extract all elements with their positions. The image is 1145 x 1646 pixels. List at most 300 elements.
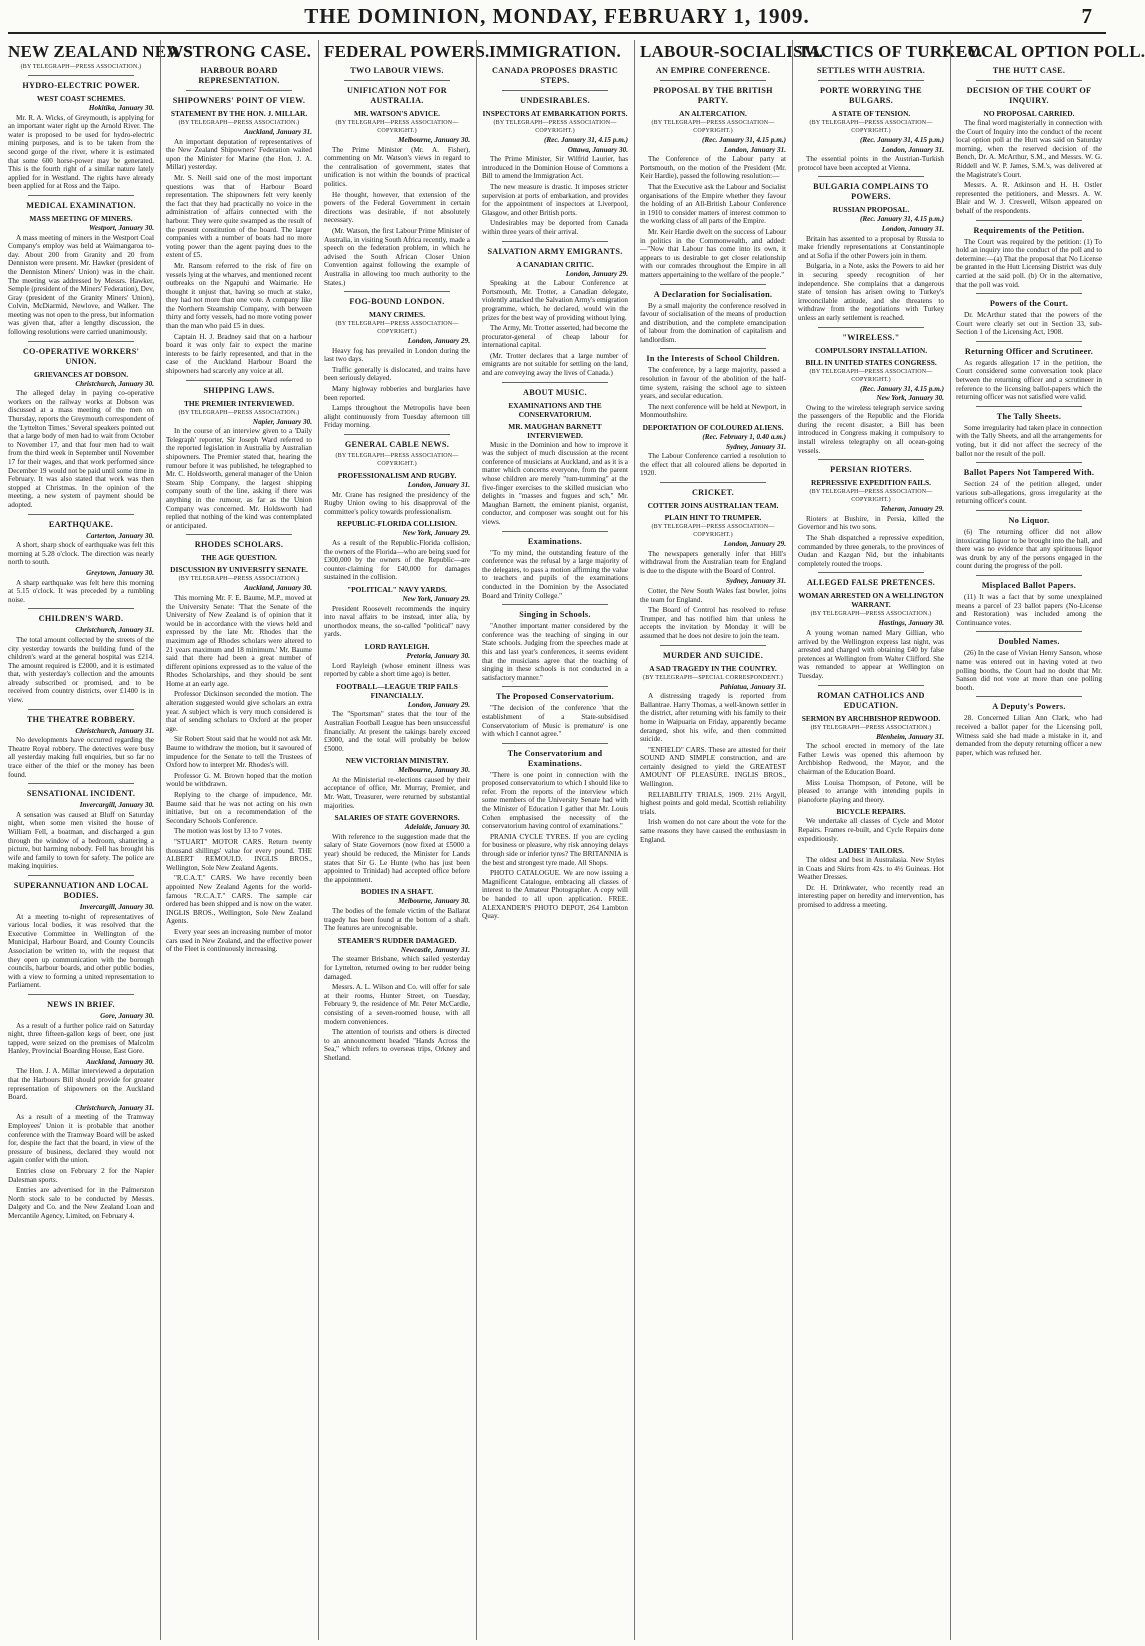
section-rule <box>976 631 1082 632</box>
advertisement: RELIABILITY TRIALS, 1909. 21½ Argyll, highest points and gold medal, Scottish reliability trials. <box>640 790 786 816</box>
paragraph: Owing to the wireless telegraph service saving the passengers of the Republic and the Florida during the recent disaster, a Bill has been introduced in Congress making it compulsory to install wireless telegraphy on all ocean-going vessels. <box>798 403 944 455</box>
paragraph: Entries are advertised for in the Palmerston North stock sale to be conducted by Messrs. Dalgety and Co. and the New Zealand Loan and Mercantile Agency, Limited, on February 4. <box>8 1186 154 1220</box>
paragraph: He thought, however, that extension of the powers of the Federal Government in certain directions was desirable, if not absolutely necessary. <box>324 190 470 225</box>
section-rule <box>976 293 1082 294</box>
dateline: Napier, January 30. <box>252 417 312 426</box>
dateline: Invercargill, January 30. <box>79 902 154 911</box>
subheading: SERMON BY ARCHBISHOP REDWOOD. <box>801 713 941 723</box>
section-rule <box>186 534 292 535</box>
paragraph: At the Ministerial re-elections caused by their acceptance of office, Mr. Murray, Premier, and Mr. Watt, Treasurer, were returned by substantial majorities. <box>324 775 470 810</box>
section-heading: A Deputy's Powers. <box>992 702 1066 712</box>
paragraph: Traffic generally is dislocated, and trains have been seriously delayed. <box>324 365 470 383</box>
paragraph: The alleged delay in paying co-operative workers on the railway works at Dobson was discussed at a mass meeting of the men on Thursday, reports the Greymouth correspondent of the 'Lyttelton Times.' Several speakers pointed out that a large body of men had to wait from October to November 17, and that four men had to wait from the third week in September until November 17 for their wages, and that work performed since December 19 would not be paid until some time in February. It was also stated that work was then stopped at Christmas. In the opinion of the meeting, a new system of payment should be adopted. <box>8 389 154 509</box>
section-rule <box>28 75 134 76</box>
dateline: New York, January 30. <box>876 394 944 403</box>
dateline: Christchurch, January 30. <box>75 379 154 388</box>
column-divider <box>950 40 951 1640</box>
byline: (BY TELEGRAPH—SPECIAL CORRESPONDENT.) <box>643 674 783 681</box>
paragraph: The essential points in the Austrian-Turkish protocol have been accepted at Vienna. <box>798 155 944 172</box>
byline: (BY TELEGRAPH—PRESS ASSOCIATION—COPYRIGHT.) <box>335 321 459 336</box>
dateline: Melbourne, January 30. <box>398 136 470 144</box>
section-heading: ROMAN CATHOLICS AND EDUCATION. <box>817 690 925 710</box>
subheading: MR. MAUGHAN BARNETT INTERVIEWED. <box>508 421 602 440</box>
section-heading: PORTE WORRYING THE BULGARS. <box>820 86 922 105</box>
subheading: SALARIES OF STATE GOVERNORS. <box>334 813 460 823</box>
section-heading: BULGARIA COMPLAINS TO POWERS. <box>813 182 929 202</box>
paragraph: Replying to the charge of impudence, Mr. Baume said that he was not acting on his own initiative, but on a recommendation of the Secondary Schools Conference. <box>166 791 312 825</box>
dateline: Auckland, January 31. <box>244 128 312 136</box>
subheading: GRIEVANCES AT DOBSON. <box>33 369 129 379</box>
paragraph: Mr. S. Neill said one of the most important questions was that of Harbour Board representation. The shipowners felt very keenly the fact that they had practically no voice in the administration of affairs connected with the harbour. They were quite swamped as the result of the present constitution of the board. The larger companies with a number of boats had no more voting power than the agent paying dues to the extent of £5. <box>166 173 312 260</box>
section-rule <box>976 341 1082 342</box>
paragraph: Lamps throughout the Metropolis have been alight continuously from Tuesday afternoon till Friday morning. <box>324 404 470 430</box>
subheading: MR. WATSON'S ADVICE. <box>354 109 440 118</box>
section-rule <box>502 531 608 532</box>
section-heading: HARBOUR BOARD REPRESENTATION. <box>198 66 280 85</box>
dateline: Pahiatua, January 31. <box>719 682 786 691</box>
byline: (BY TELEGRAPH—PRESS ASSOCIATION—COPYRIGHT.) <box>651 524 775 538</box>
column-headline: TACTICS OF TURKEY. <box>798 42 983 61</box>
subheading: "POLITICAL" NAVY YARDS. <box>347 584 447 594</box>
subheading: BILL IN UNITED STATES CONGRESS. <box>805 357 937 367</box>
paragraph: That the Executive ask the Labour and Socialist organisations of the Empire whether they favour the holding of an All-British Labour Conference in 1910 to consider matters of interest common to the working class of all parts of the Empire. <box>640 182 786 226</box>
subheading: RUSSIAN PROPOSAL. <box>832 205 910 215</box>
section-heading: PROPOSAL BY THE BRITISH PARTY. <box>653 86 773 105</box>
paragraph: The Conference of the Labour party at Portsmouth, on the motion of the President (Mr. Keir Hardie), passed the following resolution:— <box>640 155 786 181</box>
section-heading: Returning Officer and Scrutineer. <box>964 346 1094 356</box>
dateline: Melbourne, January 30. <box>398 766 470 775</box>
section-heading: SENSATIONAL INCIDENT. <box>26 789 136 799</box>
paragraph: The newspapers generally infer that Hill's withdrawal from the Australian team for England is due to the dispute with the Board of Control. <box>640 549 786 575</box>
paragraph: President Roosevelt recommends the inquiry into naval affairs to be instead, inter alia, by unorthodox means, the so-called "political" navy yards. <box>324 604 470 639</box>
paragraph: The Hon. J. A. Millar interviewed a deputation that the Harbours Bill should provide for greater representation of shipowners on the Auckland Board. <box>8 1067 154 1102</box>
section-heading: TWO LABOUR VIEWS. <box>350 66 444 75</box>
section-heading: The Conservatorium and Examinations. <box>507 748 603 768</box>
section-rule <box>976 575 1082 576</box>
paragraph: The Labour Conference carried a resolution to the effect that all coloured aliens be deported in 1920. <box>640 452 786 478</box>
byline: (BY TELEGRAPH—PRESS ASSOCIATION.) <box>178 576 300 583</box>
subheading: WOMAN ARRESTED ON A WELLINGTON WARRANT. <box>798 591 944 610</box>
paragraph: A sensation was caused at Bluff on Saturday night, when some men visited the house of William Fell, a boatman, and discharged a gun through the window of a bedroom, shattering a picture, but harming nobody. Fell has brought his wife and family to town for safety. The police are making inquiries. <box>8 810 154 871</box>
byline: (BY TELEGRAPH—PRESS ASSOCIATION—COPYRIGHT.) <box>335 453 459 468</box>
column-headline: NEW ZEALAND NEWS <box>8 42 194 61</box>
paragraph: The final word magisterially in connection with the Court of Inquiry into the conduct of the recent local option poll at the Hutt was said on Saturday morning, when the reserved decision of the Bench, Dr. A. McArthur, S.M., and Messrs. W. G. Riddell and W. P. James, S.M.'s, was delivered at the Magistrate's Court. <box>956 119 1102 179</box>
paragraph: (Mr. Watson, the first Labour Prime Minister of Australia, in visiting South Africa recently, made a speech on the federation problem, in which he advised the South African Closer Union Convention against following the example of Australia in allowing too much authority to the States.) <box>324 226 470 287</box>
subheading: PLAIN HINT TO TRUMPER. <box>664 513 762 522</box>
dateline: Gore, January 30. <box>100 1011 154 1020</box>
paragraph: Undesirables may be deported from Canada within three years of their arrival. <box>482 219 628 236</box>
dateline: (Rec. January 31, 4.15 p.m.) <box>859 215 944 224</box>
subheading: BODIES IN A SHAFT. <box>360 887 434 897</box>
paragraph: The Army, Mr. Trotter asserted, had become the procurator-general of cheap labour for international capital. <box>482 324 628 350</box>
dateline: Sydney, January 31. <box>725 442 786 451</box>
subheading: WEST COAST SCHEMES. <box>36 94 126 103</box>
advertisement: "ENFIELD" CARS. These are attested for their SOUND AND SIMPLE construction, and are certainly designed to yield the GREATEST AMOUNT OF PLEASURE. INGLIS BROS., Wellington. <box>640 745 786 789</box>
section-rule <box>660 80 766 81</box>
dateline: New York, January 29. <box>402 594 470 603</box>
section-heading: The Proposed Conservatorium. <box>495 692 615 702</box>
paragraph: A short, sharp shock of earthquake was felt this morning at 5.28 o'clock. The direction was nearly north to south. <box>8 541 154 567</box>
paragraph: Britain has assented to a proposal by Russia to make friendly representations at Constantinople and at Sofia if the other Powers join in them. <box>798 234 944 260</box>
subheading: PROFESSIONALISM AND RUGBY. <box>337 471 457 481</box>
subheading: MANY CRIMES. <box>369 310 425 320</box>
section-heading: The Tally Sheets. <box>996 411 1062 421</box>
byline: (BY TELEGRAPH—PRESS ASSOCIATION.) <box>810 611 932 618</box>
section-rule <box>186 90 292 91</box>
dateline: London, January 31. <box>881 145 944 154</box>
paragraph: "Another important matter considered by the conference was the teaching of singing in our State schools. Judging from the speeches made at this and last year's conferences, it seems evident that the musicians agree that the teaching of singing in these schools is not conducted in a satisfactory manner." <box>482 622 628 682</box>
paragraph: The next conference will be held at Newport, in Monmouthshire. <box>640 402 786 420</box>
section-heading: FOG-BOUND LONDON. <box>349 297 445 307</box>
paragraph: Speaking at the Labour Conference at Portsmouth, Mr. Trotter, a Canadian delegate, violently attacked the Salvation Army's emigration programme, which, he declared, would win the prizes for the best way of providing without lying. <box>482 279 629 322</box>
paragraph: (26) In the case of Vivian Henry Sanson, whose name was entered out in having voted at two polling booths, the Court had no doubt that Mr. Sanson did not vote at more than one polling booth. <box>956 649 1102 692</box>
paragraph: By a small majority the conference resolved in favour of socialisation of the means of production and distribution, and the complete emancipation of labour from the domination of capitalism and landlordism. <box>640 301 786 344</box>
dateline: Invercargill, January 30. <box>79 801 154 810</box>
page-number: 7 <box>1081 4 1092 28</box>
paragraph: Heavy fog has prevailed in London during the last two days. <box>324 346 470 364</box>
dateline: (Rec. February 1, 0.40 a.m.) <box>702 433 786 442</box>
section-heading: THE THEATRE ROBBERY. <box>26 714 136 724</box>
dateline: Hokitika, January 30. <box>88 104 154 112</box>
paragraph: Miss Louisa Thompson, of Petone, will be pleased to arrange with intending pupils in pianoforte playing and theory. <box>798 778 944 804</box>
subheading: AN ALTERCATION. <box>679 109 747 118</box>
byline: (BY TELEGRAPH—PRESS ASSOCIATION—COPYRIGHT.) <box>809 489 933 504</box>
dateline: Teheran, January 29. <box>880 505 944 514</box>
section-heading: SALVATION ARMY EMIGRANTS. <box>487 246 623 256</box>
paragraph: The Prime Minister, Sir Wilfrid Laurier, has introduced in the Dominion House of Commons a Bill to amend the Immigration Act. <box>482 155 628 181</box>
byline: (BY TELEGRAPH—PRESS ASSOCIATION—COPYRIGHT.) <box>809 120 933 134</box>
paragraph: Bulgaria, in a Note, asks the Powers to aid her in securing speedy recognition of her independence. She complains that a dangerous state of tension has arisen owing to Turkey's irreconcilable attitude, and she threatens to withdraw from the negotiations with Turkey unless an early settlement is reached. <box>798 262 944 322</box>
column-headline: IMMIGRATION. <box>489 42 621 61</box>
subheading: A CANADIAN CRITIC. <box>516 259 594 269</box>
paragraph: The conference, by a large majority, passed a resolution in favour of the abolition of the half-time system, raising the school age to sixteen years, and secular education. <box>640 366 786 401</box>
byline: (BY TELEGRAPH—PRESS ASSOCIATION.) <box>810 724 932 731</box>
section-rule <box>28 195 134 196</box>
subheading: FOOTBALL—LEAGUE TRIP FAILS FINANCIALLY. <box>336 681 458 700</box>
paragraph: A young woman named Mary Gillian, who arrived by the Wellington express last night, was arrested and charged with obtaining £40 by false pretences at Wellington from Walter Clifford. She was remanded to appear at Wellington on Tuesday. <box>798 629 944 680</box>
paragraph: 28. Concerned Lilian Ann Clark, who had received a ballot paper for the Licensing poll, Witness said she had made a mistake in it, and demanded from the deputy returning officer a new paper, which was refused her. <box>956 714 1102 757</box>
dateline: London, January 29. <box>565 269 628 278</box>
paragraph: The school erected in memory of the late Father Lewis was opened this afternoon by Archbishop Redwood, the Mayor, and the chairman of the Education Board. <box>798 742 944 776</box>
paragraph: Messrs. A. L. Wilson and Co. will offer for sale at their rooms, Hunter Street, on Tuesday, February 9, the residence of Mr. Peter McCardle, consisting of a seven-roomed house, with all modern conveniences. <box>324 983 470 1026</box>
paragraph: The steamer Brisbane, which sailed yesterday for Lyttelton, returned owing to her rudder being damaged. <box>324 955 470 981</box>
section-rule <box>28 994 134 995</box>
paragraph: (6) The returning officer did not allow intoxicating liquor to be brought into the hall, and there was no evidence that any spirituous liquor was drunk by any of the persons engaged in the count during the progress of the poll. <box>956 528 1102 571</box>
section-rule <box>818 685 924 686</box>
paragraph: Mr. Keir Hardie dwelt on the success of Labour in politics in the Commonwealth, and added:—"Now that Labour has come into its own, it appears to us desirable to get closer relationship with our comrades throughout the Empire in all matters appertaining to the welfare of the people." <box>640 227 786 279</box>
paragraph: We undertake all classes of Cycle and Motor Repairs. Frames re-built, and Cycle Repairs done expeditiously. <box>798 817 944 843</box>
paragraph: A distressing tragedy is reported from Ballantrae. Harry Thomas, a well-known settler in the district, after returning with his family to their home in Waipuaria on Friday, apparently became deranged, shot his wife, and then committed suicide. <box>640 692 786 744</box>
subheading: STEAMER'S RUDDER DAMAGED. <box>337 935 457 945</box>
section-rule <box>976 510 1082 511</box>
paragraph: Lord Rayleigh (whose eminent illness was reported by cable a short time ago) is better. <box>324 661 470 679</box>
section-rule <box>818 80 924 81</box>
paragraph: The Shah dispatched a repressive expedition, commanded by three generals, to the provinces of Oudan and Kazgan Nid, but the inhabitants completely routed the troops. <box>798 534 944 568</box>
paragraph: Rioters at Bushire, in Persia, killed the Governor and his two sons. <box>798 514 944 532</box>
article-column <box>324 40 490 1640</box>
section-heading: CANADA PROPOSES DRASTIC STEPS. <box>491 66 619 85</box>
newspaper-columns <box>8 40 1145 1640</box>
section-heading: MURDER AND SUICIDE. <box>662 650 764 660</box>
dateline: (Rec. January 31, 4.15 p.m.) <box>859 136 944 144</box>
paragraph: Dr. McArthur stated that the powers of the Court were clearly set out in Section 33, sub-Section 1 of the Licensing Act, 1908. <box>956 311 1102 337</box>
paragraph: The total amount collected by the streets of the city yesterday towards the building fund of the children's ward at the general hospital was £214. The amount required is £2000, and it is estimated that, with yesterday's collection and the amounts already subscribed or promised, and to be received from country districts, over £1400 is in view. <box>8 635 154 705</box>
section-heading: MEDICAL EXAMINATION. <box>26 200 136 210</box>
column-divider <box>792 40 793 1640</box>
section-heading: Doubled Names. <box>998 637 1060 647</box>
section-rule <box>660 645 766 646</box>
dateline: London, January 31. <box>407 481 470 490</box>
advertisement: "R.C.A.T." CARS. We have recently been appointed New Zealand Agents for the world-famous "R.C.A.T." CARS. The sample car ordered has been shipped and is now on the water. INGLIS BROS., Wellington, Sole New Zealand Agents. <box>166 874 312 926</box>
paragraph: "The decision of the conference 'that the establishment of a State-subsidised Conservatorium of Music is premature' is one with which I cannot agree." <box>482 704 628 739</box>
advertisement: PRANIA CYCLE TYRES. If you are cycling for business or pleasure, why risk annoying delays through side or inferior tyres? The BRITANNIA is the best and strongest tyre made. All Shops. <box>482 832 628 867</box>
section-rule <box>502 604 608 605</box>
section-rule <box>502 686 608 687</box>
byline: (BY TELEGRAPH—PRESS ASSOCIATION—COPYRIGHT.) <box>651 120 775 134</box>
dateline: Christchurch, January 31. <box>75 726 154 735</box>
section-heading: A Declaration for Socialisation. <box>653 289 773 299</box>
section-heading: ABOUT MUSIC. <box>523 387 587 397</box>
section-rule <box>818 459 924 460</box>
paragraph: Mr. Ransom referred to the risk of fire on vessels lying at the wharves, and mentioned recent outbreaks on the Ngapuhi and Waimarie. He thought it unjust that, having so much at stake, they had not more than one vote. A company like the Northern Steamship Company, with between thirty and forty vessels, had no more voting power than the man who paid £5 in dues. <box>166 261 312 331</box>
dateline: Auckland, January 30. <box>86 1057 154 1066</box>
subheading: EXAMINATIONS AND THE CONSERVATORIUM. <box>508 400 602 419</box>
paragraph: Many highway robberies and burglaries have been reported. <box>324 385 470 402</box>
section-heading: CO-OPERATIVE WORKERS' UNION. <box>22 346 140 366</box>
section-rule <box>344 80 450 81</box>
paragraph: Dr. H. Drinkwater, who recently read an interesting paper on heredity and intervention, has promised to address a meeting. <box>798 883 944 910</box>
section-rule <box>660 348 766 349</box>
section-heading: Examinations. <box>527 536 583 546</box>
paragraph: As a result of a further police raid on Saturday night, three fifteen-gallon kegs of beer, one just tapped, were seized on the premises of Malcolm Hanley, Provincial Boarding House, East Gore. <box>8 1021 154 1056</box>
dateline: London, January 31. <box>723 145 786 154</box>
dateline: Westport, January 30. <box>89 223 154 232</box>
section-heading: ALLEGED FALSE PRETENCES. <box>806 578 936 588</box>
paragraph: Some irregularity had taken place in connection with the Tally Sheets, and all the arrangements for voting, but it did not affect the secrecy of the ballot nor the result of the poll. <box>956 423 1102 458</box>
section-heading: SHIPOWNERS' POINT OF VIEW. <box>172 96 306 105</box>
dateline: Greytown, January 30. <box>86 568 154 577</box>
paragraph: Irish women do not care about the vote for the same reasons they have caused the enthusiasm in England. <box>640 818 786 844</box>
dateline: Carterton, January 30. <box>86 531 154 540</box>
column-headline: A STRONG CASE. <box>166 42 312 61</box>
column-divider <box>634 40 635 1640</box>
section-rule <box>344 434 450 435</box>
subheading: DISCUSSION BY UNIVERSITY SENATE. <box>170 565 308 575</box>
dateline: Blenheim, January 31. <box>876 732 944 741</box>
section-heading: DECISION OF THE COURT OF INQUIRY. <box>966 86 1092 105</box>
section-heading: PERSIAN RIOTERS. <box>830 465 912 475</box>
subheading: INSPECTORS AT EMBARKATION PORTS. <box>482 109 628 118</box>
section-rule <box>28 514 134 515</box>
section-heading: "WIRELESS." <box>842 332 900 342</box>
section-rule <box>976 406 1082 407</box>
section-heading: Misplaced Ballot Papers. <box>981 580 1077 590</box>
byline: (BY TELEGRAPH—PRESS ASSOCIATION.) <box>178 120 300 126</box>
paragraph: Sir Robert Stout said that he would not ask Mr. Baume to withdraw the motion, but it savoured of impudence for the Senate to tell the Trustees of Oxford how to interpret Mr. Rhodes's will. <box>166 735 312 770</box>
section-rule <box>28 608 134 609</box>
section-rule <box>502 241 608 242</box>
section-heading: UNIFICATION NOT FOR AUSTRALIA. <box>346 86 447 105</box>
subheading: REPRESSIVE EXPEDITION FAILS. <box>811 478 931 488</box>
column-divider <box>476 40 477 1640</box>
section-heading: Powers of the Court. <box>989 299 1069 309</box>
section-heading: No Liquor. <box>1008 516 1050 525</box>
section-heading: Requirements of the Petition. <box>973 225 1085 235</box>
paragraph: The bodies of the female victim of the Ballarat tragedy has been found at the bottom of a shaft. The features are unrecognisable. <box>324 907 470 933</box>
section-rule <box>818 327 924 328</box>
masthead-rule <box>8 32 1106 34</box>
dateline: New York, January 29. <box>402 529 470 538</box>
section-rule <box>186 380 292 381</box>
section-rule <box>344 291 450 292</box>
section-rule <box>502 743 608 744</box>
column-headline: FEDERAL POWERS. <box>324 42 490 61</box>
section-heading: SUPERANNUATION AND LOCAL BODIES. <box>13 880 149 900</box>
subheading: THE AGE QUESTION. <box>201 553 277 563</box>
section-rule <box>502 382 608 383</box>
section-rule <box>976 462 1082 463</box>
paragraph: Cotter, the New South Wales fast bowler, joins the team for England. <box>640 586 786 604</box>
byline: (BY TELEGRAPH—PRESS ASSOCIATION—COPYRIGHT.) <box>335 120 459 134</box>
paragraph: The motion was lost by 13 to 7 votes. <box>174 827 283 836</box>
section-heading: SHIPPING LAWS. <box>203 385 275 395</box>
paragraph: Section 24 of the petition alleged, under various sub-allegations, gross irregularity at the returning officer's count. <box>956 480 1102 506</box>
section-rule <box>502 90 608 91</box>
paragraph: The Court was required by the petition: (1) To hold an inquiry into the conduct of the poll and to determine:—(a) That the proposal that No License be granted in the Hutt Licensing District was duly carried at the said poll. (b) Or in the alternative, that the poll was void. <box>956 237 1102 289</box>
subheading: BICYCLE REPAIRS. <box>836 807 906 817</box>
subheading: LORD RAYLEIGH. <box>364 641 430 651</box>
paragraph: The oldest and best in Australasia. New Styles in Coats and Skirts from 42s. to 4½ Guineas. Hot Weather Dresses. <box>798 856 944 882</box>
section-rule <box>28 709 134 710</box>
section-rule <box>818 572 924 573</box>
paragraph: This morning Mr. F. E. Baume, M.P., moved at the University Senate: 'That the Senate of the University of New Zealand is of opinion that it would be in accordance with the views held and expressed by the late Mr. Rhodes that the maximum age of Rhodes scholars were altered to 21 years maximum and 18 minimum.' Mr. Baume said that there had been a great number of different opinions expressed as to the value of the Rhodes Scholarships, and they should be sent Home at an early age. <box>166 593 312 688</box>
section-rule <box>976 80 1082 81</box>
paragraph: The "Sportsman" states that the tour of the Australian Football League has been unsuccessful financially. At present the takings barely exceed £3000, and the total will probably be below £5000. <box>324 710 470 753</box>
dateline: London, January 29. <box>407 700 470 709</box>
dateline: London, January 31. <box>881 224 944 233</box>
dateline: (Rec. January 31, 4.15 p.m.) <box>543 136 628 144</box>
section-heading: RHODES SCHOLARS. <box>194 540 284 550</box>
section-heading: EARTHQUAKE. <box>48 519 114 529</box>
column-headline: LOCAL OPTION POLL. <box>956 42 1145 61</box>
paragraph: (11) It was a fact that by some unexplained means a parcel of 23 ballot papers (No-License and Restoration) was included among the Continuance votes. <box>956 592 1102 627</box>
section-heading: AN EMPIRE CONFERENCE. <box>655 66 771 75</box>
section-heading: In the Interests of School Children. <box>646 354 780 364</box>
subheading: NEW VICTORIAN MINISTRY. <box>345 756 449 766</box>
dateline: Pretoria, January 30. <box>406 651 470 660</box>
dateline: London, January 29. <box>723 540 786 548</box>
advertisement: "STUART" MOTOR CARS. Return twenty thousand shillings' value for every pound. THE ALBERT REMOULD. INGLIS BROS., Wellington, Sole New Zealand Agents. <box>166 837 312 872</box>
paragraph: As regards allegation 17 in the petition, the Court considered some conversation took place between the returning officer and a scrutineer in reference to the licensing ballot-papers which the returning officer was not satisfied were valid. <box>956 358 1102 402</box>
subheading: LADIES' TAILORS. <box>838 846 904 856</box>
paragraph: The Board of Control has resolved to refuse Trumper, and has notified him that unless he accepts the invitation by Monday it will be assumed that he does not desire to join the team. <box>640 606 786 640</box>
subheading: REPUBLIC-FLORIDA COLLISION. <box>337 519 457 529</box>
section-rule <box>28 875 134 876</box>
article-column <box>956 40 1145 1640</box>
dateline: (Rec. January 31, 4.15 p.m.) <box>701 136 786 144</box>
article-column <box>640 40 824 1640</box>
paragraph: Mr. R. A. Wicks, of Greymouth, is applying for an important water right up the Arnold River. The water is proposed to be used for hydro-electric mining purposes, and is to be taken from the second gorge of the river, where it is estimated that some 600 horse-power may be generated. This is the fourth right of a similar nature lately applied for in Westland. The rights have already been applied for at Ross and the Taipo. <box>8 113 154 191</box>
section-rule <box>28 341 134 342</box>
subheading: A SAD TRAGEDY IN THE COUNTRY. <box>649 663 777 673</box>
byline: (BY TELEGRAPH—PRESS ASSOCIATION.) <box>20 64 142 70</box>
paragraph: "To my mind, the outstanding feature of the conference was the refusal by a large majority of the delegates, to pass a motion affirming the value to teachers and pupils of the examinations conducted in the Dominion by the Associated Board and Trinity College." <box>482 548 628 600</box>
dateline: Christchurch, January 31. <box>75 1103 154 1112</box>
subheading: COTTER JOINS AUSTRALIAN TEAM. <box>647 501 779 510</box>
paragraph: With reference to the suggestion made that the salary of State Governors (now fixed at £5000 a year) should be reduced, the Minister for Lands states that Sir G. Le Hunte (who has just been appointed to Trinidad) had accepted office before the appointment. <box>324 832 470 884</box>
paragraph: Music in the Dominion and how to improve it was the subject of much discussion at the recent conference of musicians at Auckland, and as it is a matter which concerns everyone, from the parent whose children are merely "tum-tumming" at the five-finger exercises to the skilled musician who delights in "masses and fugues and sch," Mr. Maughan Barnett, the eminent pianist, organist, conductor, and composer was sought out for his views. <box>482 440 628 526</box>
byline: (BY TELEGRAPH—PRESS ASSOCIATION—COPYRIGHT.) <box>493 120 617 134</box>
section-heading: NEWS IN BRIEF. <box>47 999 115 1009</box>
subheading: STATEMENT BY THE HON. J. MILLAR. <box>170 109 308 118</box>
paragraph: As a result of the Republic-Florida collision, the owners of the Florida—who are being sued for £300,000 by the owners of the Republic—are counter-claiming for £40,000 for damages sustained in the collision. <box>324 539 470 582</box>
paragraph: Captain H. J. Bradney said that on a harbour board it was only fair to expect the marine interests to be fairly represented, and that in the case of the Auckland Harbour Board the shipowners had scarcely any voice at all. <box>166 332 312 376</box>
section-rule <box>976 696 1082 697</box>
newspaper-title-date: THE DOMINION, MONDAY, FEBRUARY 1, 1909. <box>304 4 810 28</box>
paragraph: The new measure is drastic. It imposes stricter supervision at ports of embarkation, and provides for the appointment of inspectors at Liverpool, Glasgow, and other British ports. <box>482 182 628 217</box>
subheading: A STATE OF TENSION. <box>831 109 911 118</box>
paragraph: Every year sees an increasing number of motor cars used in New Zealand, and the effective power of the Fleet is continuously increasing. <box>166 927 312 954</box>
section-heading: CRICKET. <box>691 488 735 497</box>
dateline: Hastings, January 30. <box>878 619 944 628</box>
paragraph: As a result of a meeting of the Tramway Employees' Union it is probable that another conference with the Tramway Board will be asked for, despite the fact that the board, in view of the pressure of business, declared they would not again confer with the union. <box>8 1113 154 1165</box>
section-heading: SETTLES WITH AUSTRIA. <box>816 66 926 75</box>
advertisement: PHOTO CATALOGUE. We are now issuing a Magnificent Catalogue, embracing all classes of interest to the Amateur Photographer. A copy will be handed to all upon application. FREE. ALEXANDER'S PHOTO DEPOT, 264 Lambton Quay. <box>482 869 628 921</box>
byline: (BY TELEGRAPH—PRESS ASSOCIATION—COPYRIGHT.) <box>809 368 933 383</box>
paragraph: Professor Dickinson seconded the motion. The alteration suggested would give scholars an extra year. A subject which is very much considered is that of sending scholars to Oxford at the proper age. <box>166 690 312 733</box>
paragraph: An important deputation of representatives of the New Zealand Shipowners' Federation waited upon the Minister for Marine (the Hon. J. A. Millar) yesterday. <box>166 137 312 172</box>
paragraph: The attention of tourists and others is directed to an announcement headed "Hands Across the Sea," which refers to overseas trips, Orkney and Shetland. <box>324 1028 470 1062</box>
article-column <box>8 40 194 1640</box>
subheading: MASS MEETING OF MINERS. <box>29 213 133 223</box>
article-column <box>166 40 312 1640</box>
dateline: Sydney, January 31. <box>725 577 786 586</box>
dateline: Adelaide, January 30. <box>404 823 470 832</box>
section-rule <box>818 176 924 177</box>
dateline: Newcastle, January 31. <box>400 945 470 954</box>
dateline: Christchurch, January 31. <box>75 626 154 635</box>
section-rule <box>976 220 1082 221</box>
column-divider <box>160 40 161 1640</box>
paragraph: At a meeting to-night of representatives of various local bodies, it was resolved that the Executive Committee in Wellington of the Municipal, Harbour Board, and County Councils Association be written to, with the request that they open up communication with the borough councils, harbour boards, and other public bodies, with a view to forming a united representation to Parliament. <box>8 912 154 990</box>
dateline: Auckland, January 30. <box>244 584 312 593</box>
column-divider <box>318 40 319 1640</box>
section-heading: HYDRO-ELECTRIC POWER. <box>22 81 140 90</box>
subheading: THE PREMIER INTERVIEWED. <box>183 398 294 408</box>
paragraph: Mr. Crane has resigned the presidency of the Rugby Union owing to his disapproval of the committee's policy towards professionalism. <box>324 490 470 516</box>
section-heading: UNDESIRABLES. <box>520 96 590 105</box>
paragraph: In the course of an interview given to a 'Daily Telegraph' reporter, Sir Joseph Ward referred to the reported legislation in Australia by Australian shipowners. The Premier stated that, hearing the rumour before it was published, he telegraphed to Mr. C. Holdsworth, general manager of the Union Steam Ship Company, the largest shipping company south of the line, asking if there was anything in the rumour, as far as the Union Company was concerned. Mr. Holdsworth had replied that nothing of the kind was contemplated or anticipated. <box>166 427 312 530</box>
paragraph: Professor G. M. Brown hoped that the motion would be withdrawn. <box>166 771 312 789</box>
paragraph: The Prime Minister (Mr. A. Fisher), commenting on Mr. Watson's views in regard to the centralisation of government, states that unification is not within the bounds of practical politics. <box>324 145 470 188</box>
paragraph: A sharp earthquake was felt here this morning at 5.15 o'clock. It was preceded by a rumbling noise. <box>8 578 154 604</box>
paragraph: A mass meeting of miners in the Westport Coal Company's employ was held at Waimangaroa to-day. About 200 from Granity and 20 from Denniston were present. Mr. Hawker (president of the Denniston Miners' Union) was in the chair. The meeting was addressed by Messrs. Hawker, Semple (president of the Miners' Federation), Dev, Gray (president of the Granity Miners' Union), Colvin, McDiarmid, Newlove, and Walker. The meeting was not open to the press, but information was given that, after a lengthy discussion, the following resolutions were carried unanimously. <box>8 233 154 337</box>
section-rule <box>660 482 766 483</box>
subheading: DEPORTATION OF COLOURED ALIENS. <box>642 423 784 433</box>
dateline: Melbourne, January 30. <box>398 897 470 906</box>
byline: (BY TELEGRAPH—PRESS ASSOCIATION.) <box>178 409 300 416</box>
section-heading: GENERAL CABLE NEWS. <box>344 440 450 450</box>
section-heading: CHILDREN'S WARD. <box>38 614 124 624</box>
dateline: (Rec. January 31, 4.15 p.m.) <box>859 384 944 393</box>
column-headline: LABOUR-SOCIALISM. <box>640 42 824 61</box>
paragraph: (Mr. Trotter declares that a large number of emigrants are not suitable for settling on the land, and are conveying away the lives of Canada.) <box>482 351 628 378</box>
section-heading: Ballot Papers Not Tampered With. <box>963 468 1095 478</box>
section-heading: THE HUTT CASE. <box>992 66 1066 75</box>
section-heading: Singing in Schools. <box>519 610 591 620</box>
subheading: NO PROPOSAL CARRIED. <box>983 109 1075 118</box>
section-rule <box>660 284 766 285</box>
